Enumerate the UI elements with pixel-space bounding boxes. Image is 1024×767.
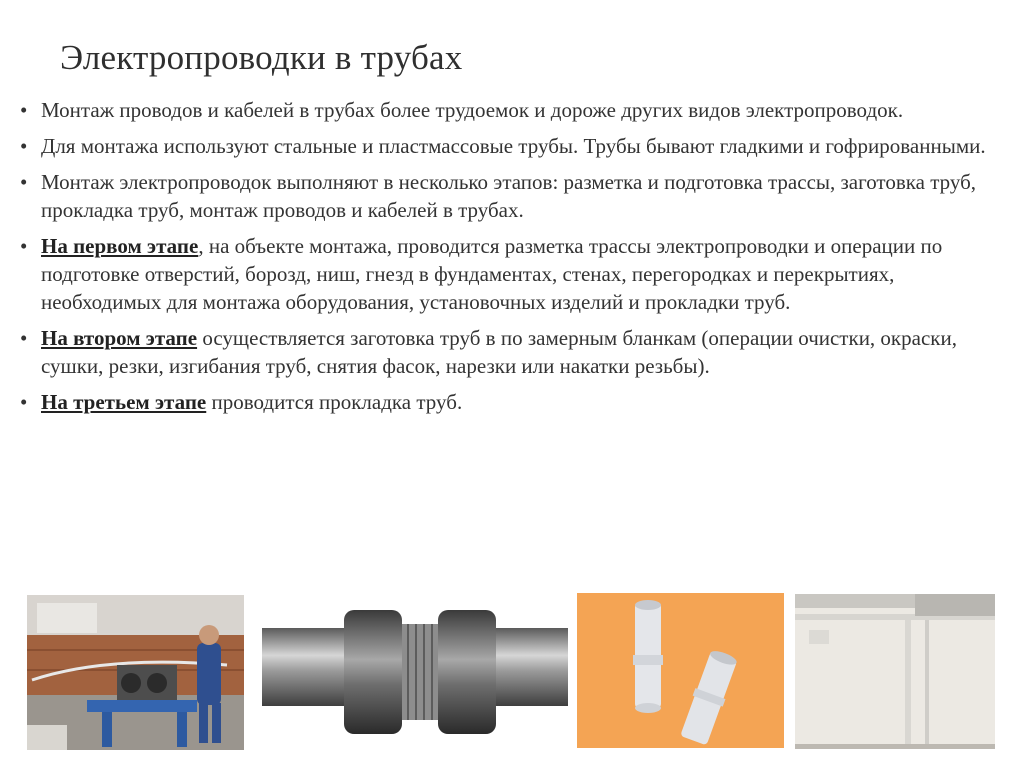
bullet-lead: На втором этапе — [41, 326, 198, 350]
bullet-text: Монтаж электропроводок выполняют в несколько этапов: разметка и подготовка трассы, заготовка труб, прокладка труб, монтаж проводов и кабелей в трубах. — [41, 170, 977, 222]
bullet-dot: • — [20, 98, 28, 122]
bullet-item — [20, 388, 1010, 416]
bullet-lead: На первом этапе — [41, 234, 199, 258]
bullet-text: Для монтажа используют стальные и пластмассовые трубы. Трубы бывают гладкими и гофрированными. — [41, 134, 986, 158]
bullet-dot: • — [20, 234, 28, 258]
bullet-item — [20, 168, 1010, 224]
bullet-item — [20, 324, 1010, 380]
bullet-item — [20, 232, 1010, 316]
bullet-lead: На третьем этапе — [41, 390, 207, 414]
bullet-text: проводится прокладка труб. — [206, 390, 463, 414]
bullet-dot: • — [20, 326, 28, 350]
bullet-item — [20, 132, 1010, 160]
slide-title: Электропроводки в трубах — [60, 38, 463, 77]
bullet-text: , на объекте монтажа, проводится разметка трассы электропроводки и операции по подготовке отверстий, борозд, ниш, гнезд в фундаментах, стенах, перегородках и перекрытиях, необходимых для монтажа оборудования, установочных изделий и прокладки труб. — [41, 234, 943, 314]
bullet-item — [20, 96, 1010, 124]
bullet-dot: • — [20, 390, 28, 414]
bullet-list — [20, 96, 1010, 424]
steel-pipe-coupling-photo — [262, 610, 568, 744]
workshop-pipe-bending-photo — [27, 595, 244, 750]
bullet-dot: • — [20, 134, 28, 158]
bullet-text: осуществляется заготовка труб в по замерным бланкам (операции очистки, окраски, сушки, резки, изгибания труб, снятия фасок, нарезки или накатки резьбы). — [41, 326, 957, 378]
bullet-dot: • — [20, 170, 28, 194]
bullet-text: Монтаж проводов и кабелей в трубах более трудоемок и дороже других видов электропроводок. — [41, 98, 904, 122]
installed-pipes-wall-photo — [795, 594, 995, 749]
plastic-pipes-photo — [577, 593, 784, 748]
